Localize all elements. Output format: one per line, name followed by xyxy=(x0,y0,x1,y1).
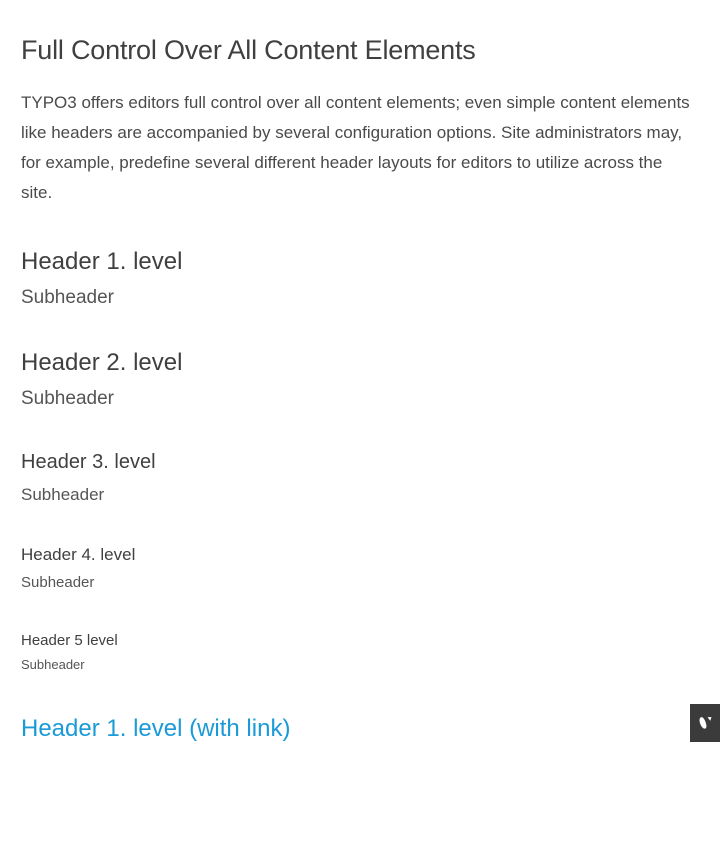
header-demo-level-1 xyxy=(21,248,696,309)
subheader-level-5: Subheader xyxy=(21,656,85,672)
subheader-level-4: Subheader xyxy=(21,573,95,591)
intro-paragraph: TYPO3 offers editors full control over all content elements; even simple content elements like headers are accompanied by several configuration options. Site administrators may, for example, predefine several different header layouts for editors to utilize across the site. xyxy=(21,93,690,202)
linked-header[interactable]: Header 1. level (with link) xyxy=(21,714,291,742)
subheader-level-1: Subheader xyxy=(21,286,114,308)
header-level-5: Header 5 level xyxy=(21,631,118,649)
subheader-level-3: Subheader xyxy=(21,484,105,504)
header-level-2: Header 2. level xyxy=(21,349,183,377)
header-demo-level-5 xyxy=(21,632,696,673)
page-title: Full Control Over All Content Elements xyxy=(21,35,476,65)
subheader-level-2: Subheader xyxy=(21,387,114,409)
header-level-4: Header 4. level xyxy=(21,545,136,565)
typo3-logo-icon xyxy=(698,716,713,731)
header-demo-level-2 xyxy=(21,349,696,410)
header-level-3: Header 3. level xyxy=(21,450,156,473)
typo3-badge[interactable] xyxy=(690,704,720,742)
header-level-1: Header 1. level xyxy=(21,248,183,275)
header-demo-level-3 xyxy=(21,451,696,505)
header-demo-level-4 xyxy=(21,545,696,592)
